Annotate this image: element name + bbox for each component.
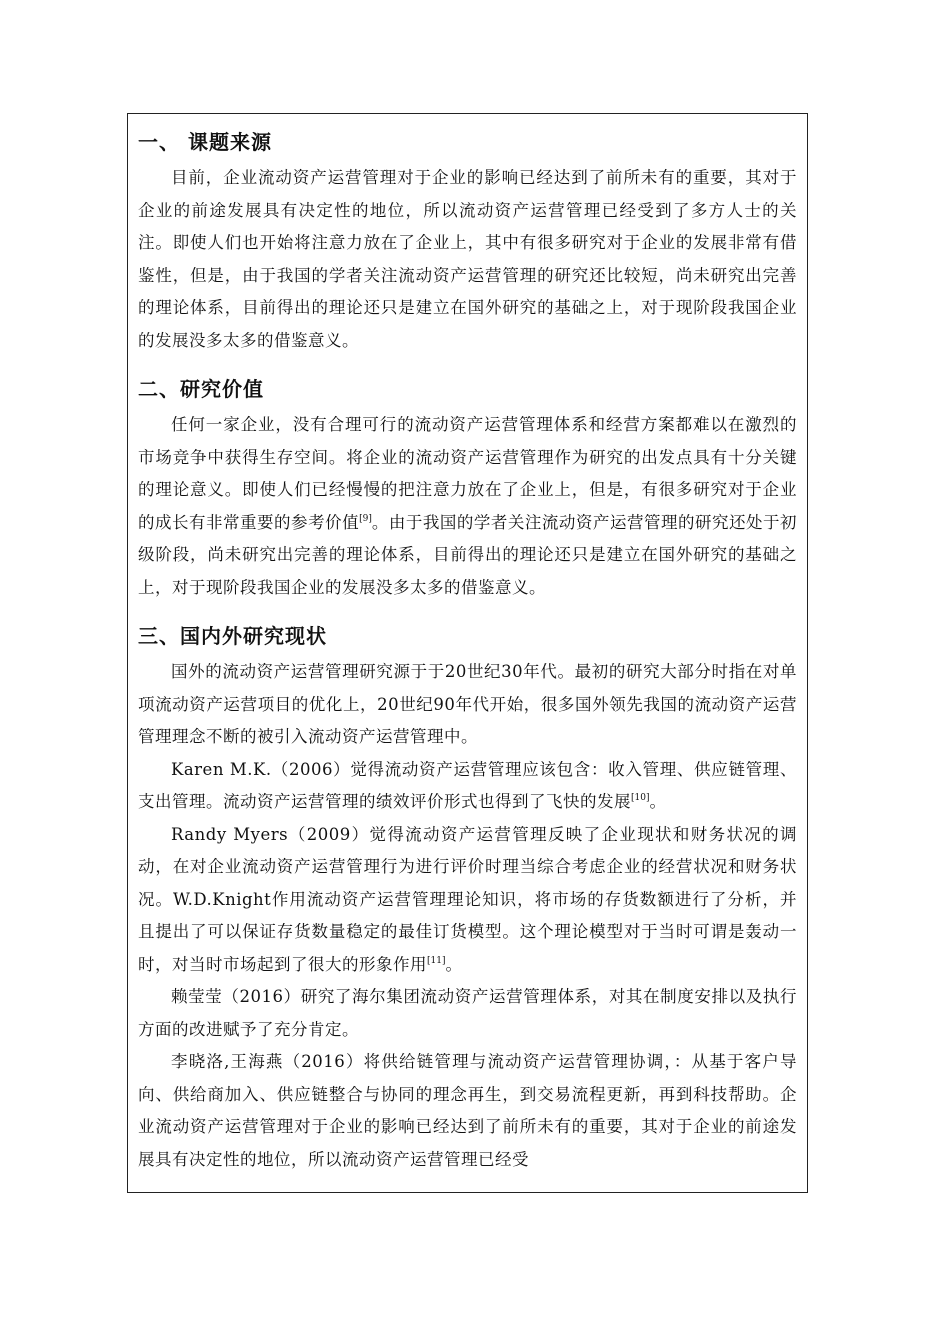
- section-title-source: 一、 课题来源: [138, 130, 272, 154]
- paragraph-source: [138, 162, 797, 357]
- section-title-value: 二、研究价值: [138, 377, 264, 401]
- paragraph-text: 赖莹莹（2016）研究了海尔集团流动资产运营管理体系，对其在制度安排以及执行方面的改进赋予了充分肯定。: [138, 987, 797, 1039]
- document-content: [128, 114, 807, 1176]
- paragraph-text: 国外的流动资产运营管理研究源于于20世纪30年代。最初的研究大部分时指在对单项流动资产运营项目的优化上，20世纪90年代开始，很多国外领先我国的流动资产运营管理理念不断的被引入流动资产运营管理中。: [138, 662, 797, 746]
- paragraph-text: 李晓洛,王海燕（2016）将供给链管理与流动资产运营管理协调，：从基于客户导向、供给商加入、供应链整合与协同的理念再生，到交易流程更新，再到科技帮助。企业流动资产运营管理对于企业的影响已经达到了前所未有的重要，其对于企业的前途发展具有决定性的地位，所以流动资产运营管理已经受: [138, 1052, 797, 1169]
- paragraph-status-2: [138, 754, 797, 819]
- paragraph-status-1: [138, 656, 797, 754]
- document-frame: [127, 113, 808, 1193]
- paragraph-text: 。: [649, 792, 667, 811]
- paragraph-text: 。: [445, 954, 463, 974]
- paragraph-text: 任何一家企业，没有合理可行的流动资产运营管理体系和经营方案都难以在激烈的市场竞争中获得生存空间。将企业的流动资产运营管理作为研究的出发点具有十分关键的理论意义。即使人们已经慢慢的把注意力放在了企业上，但是，有很多研究对于企业的成长有非常重要的参考价值: [138, 415, 797, 532]
- citation-ref: [10]: [631, 793, 650, 803]
- citation-ref: [9]: [359, 513, 372, 524]
- paragraph-text: 。由于我国的学者关注流动资产运营管理的研究还处于初级阶段，尚未研究出完善的理论体系，目前得出的理论还只是建立在国外研究的基础之上，对于现阶段我国企业的发展没多太多的借鉴意义。: [138, 512, 798, 597]
- citation-ref: [11]: [427, 955, 446, 966]
- paragraph-status-4: [138, 981, 797, 1046]
- paragraph-text: Randy Myers（2009）觉得流动资产运营管理反映了企业现状和财务状况的调动，在对企业流动资产运营管理行为进行评价时理当综合考虑企业的经营状况和财务状况。W.D.Knight作用流动资产运营管理理论知识，将市场的存货数额进行了分析，并且提出了可以保证存货数量稳定的最佳订货模型。这个理论模型对于当时可谓是轰动一时，对当时市场起到了很大的形象作用: [138, 824, 797, 974]
- paragraph-text: 目前，企业流动资产运营管理对于企业的影响已经达到了前所未有的重要，其对于企业的前途发展具有决定性的地位，所以流动资产运营管理已经受到了多方人士的关注。即使人们也开始将注意力放在了企业上，其中有很多研究对于企业的发展非常有借鉴性，但是，由于我国的学者关注流动资产运营管理的研究还比较短，尚未研究出完善的理论体系，目前得出的理论还只是建立在国外研究的基础之上，对于现阶段我国企业的发展没多太多的借鉴意义。: [138, 168, 797, 350]
- paragraph-text: Karen M.K.（2006）觉得流动资产运营管理应该包含：收入管理、供应链管理、支出管理。流动资产运营管理的绩效评价形式也得到了飞快的发展: [138, 759, 797, 811]
- paragraph-status-5: [138, 1046, 797, 1176]
- paragraph-status-3: [138, 819, 797, 982]
- section-title-status: 三、国内外研究现状: [138, 624, 327, 648]
- paragraph-value: [138, 409, 797, 604]
